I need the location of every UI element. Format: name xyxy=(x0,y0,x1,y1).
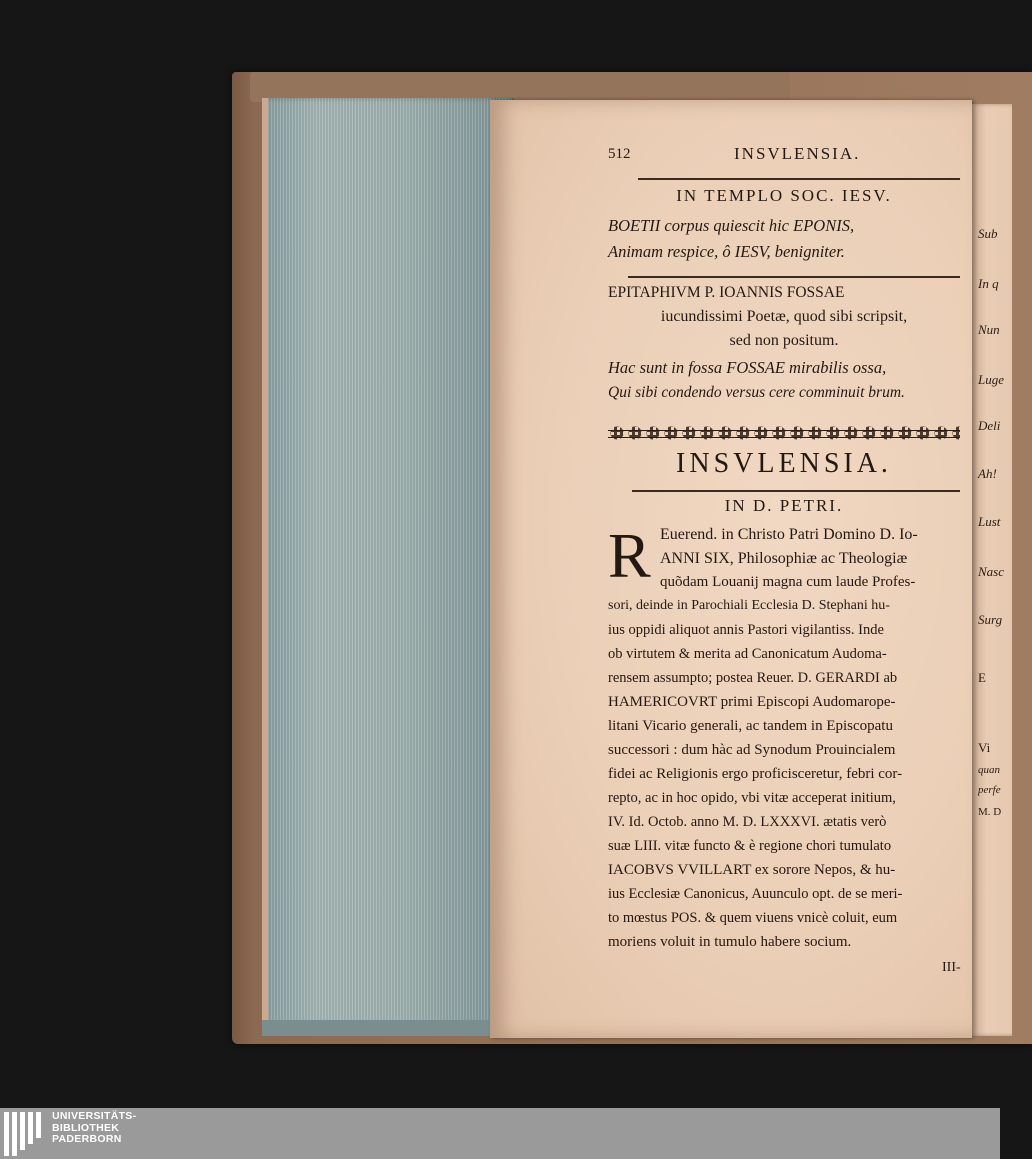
body-line: IV. Id. Octob. anno M. D. LXXXVI. ætatis verò xyxy=(608,814,887,830)
facing-fragment: perfe xyxy=(978,784,1001,796)
rule xyxy=(632,490,960,492)
verse-line: Hac sunt in fossa FOSSAE mirabilis ossa, xyxy=(608,358,887,377)
facing-fragment: Deli xyxy=(978,418,1001,433)
main-title: INSVLENSIA. xyxy=(676,448,892,479)
facing-fragment: quan xyxy=(978,764,1000,776)
body-line: quõdam Louanij magna cum laude Profes- xyxy=(660,574,916,590)
section-heading-line: sed non positum. xyxy=(729,332,839,349)
running-head-title: INSVLENSIA. xyxy=(734,144,861,163)
body-line: moriens voluit in tumulo habere socium. xyxy=(608,934,852,950)
drop-cap: R xyxy=(608,520,651,591)
logo-line: UNIVERSITÄTS- xyxy=(52,1110,137,1122)
facing-fragment: Lust xyxy=(978,514,1001,529)
facing-fragment: Vi xyxy=(978,740,991,755)
body-line: ius Ecclesiæ Canonicus, Auunculo opt. de se meri- xyxy=(608,886,903,902)
ornament-band xyxy=(608,424,960,442)
facing-fragment: In q xyxy=(978,276,999,291)
epitaph-line: BOETII corpus quiescit hic EPONIS, xyxy=(608,216,855,235)
facing-fragment: Sub xyxy=(978,226,998,241)
section-heading: EPITAPHIVM P. IOANNIS FOSSAE xyxy=(608,284,845,301)
body-line: ANNI SIX, Philosophiæ ac Theologiæ xyxy=(660,550,908,567)
facing-fragment: E xyxy=(978,670,986,685)
body-line: repto, ac in hoc opido, vbi vitæ acceperat initium, xyxy=(608,790,896,806)
facing-fragment: M. D xyxy=(978,806,1002,818)
facing-page xyxy=(972,104,1012,1036)
facing-fragment: Surg xyxy=(978,612,1003,627)
body-line: successori : dum hàc ad Synodum Prouincialem xyxy=(608,742,896,758)
verse-line: Qui sibi condendo versus cere comminuit brum. xyxy=(608,384,905,401)
facing-fragment: Nasc xyxy=(978,564,1004,579)
body-line: suæ LIII. vitæ functo & è regione chori tumulato xyxy=(608,838,892,854)
logo-line: PADERBORN xyxy=(52,1133,122,1145)
page-number: 512 xyxy=(608,146,631,162)
library-logo-text xyxy=(52,1111,136,1146)
rule xyxy=(638,178,960,180)
library-logo-icon xyxy=(4,1112,44,1156)
footer-bar xyxy=(0,1108,1000,1159)
page-edges xyxy=(262,98,514,1033)
section-heading: IN TEMPLO SOC. IESV. xyxy=(676,186,892,205)
logo-line: BIBLIOTHEK xyxy=(52,1121,120,1134)
facing-fragment: Nun xyxy=(978,322,1000,337)
catchword: III- xyxy=(942,960,961,975)
body-line: Euerend. in Christo Patri Domino D. Io- xyxy=(660,526,918,543)
subheading: IN D. PETRI. xyxy=(724,496,844,515)
body-line: rensem assumpto; postea Reuer. D. GERARDI ab xyxy=(608,670,898,686)
body-line: HAMERICOVRT primi Episcopi Audomarope- xyxy=(608,694,896,710)
body-line: ob virtutem & merita ad Canonicatum Audoma- xyxy=(608,646,887,662)
body-line: IACOBVS VVILLART ex sorore Nepos, & hu- xyxy=(608,862,896,878)
epitaph-line: Animam respice, ô IESV, benigniter. xyxy=(608,242,845,261)
body-line: to mœstus POS. & quem viuens vnicè coluit, eum xyxy=(608,910,898,926)
body-line: sori, deinde in Parochiali Ecclesia D. Stephani hu- xyxy=(608,598,890,613)
body-line: ius oppidi aliquot annis Pastori vigilantiss. Inde xyxy=(608,622,884,638)
facing-fragment: Luge xyxy=(978,372,1004,387)
body-line: litani Vicario generali, ac tandem in Episcopatu xyxy=(608,718,893,734)
rule xyxy=(628,276,960,278)
body-line: fidei ac Religionis ergo proficisceretur, febri cor- xyxy=(608,766,903,782)
facing-fragment: Ah! xyxy=(978,466,997,481)
section-heading-line: iucundissimi Poetæ, quod sibi scripsit, xyxy=(660,308,908,325)
page-edges-foot xyxy=(262,1020,508,1036)
